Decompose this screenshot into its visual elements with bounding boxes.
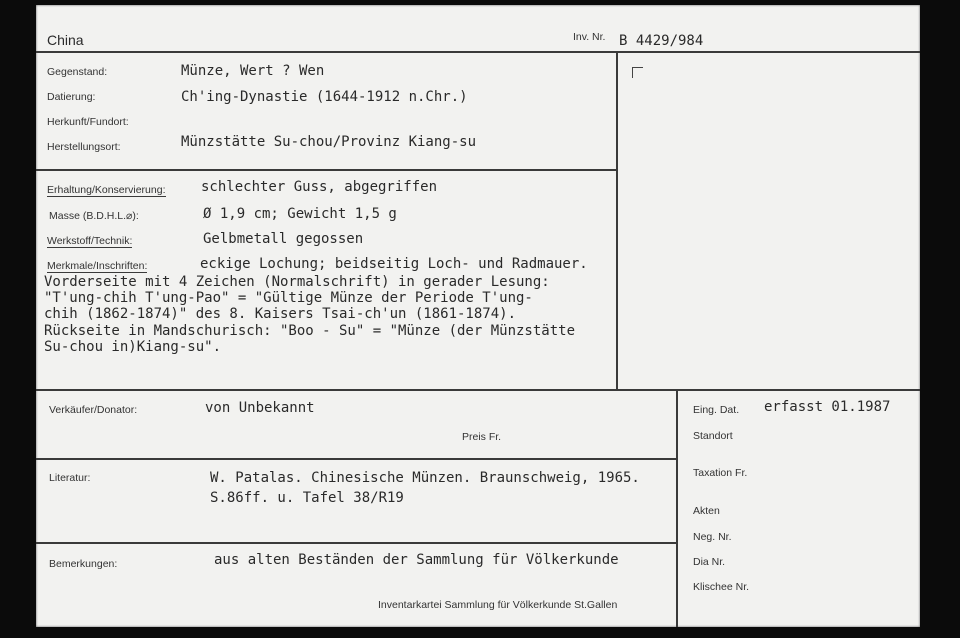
verkaeufer-value: von Unbekannt xyxy=(205,400,315,416)
eing-dat-label: Eing. Dat. xyxy=(693,404,740,416)
herstellungsort-label: Herstellungsort: xyxy=(47,141,121,153)
werkstoff-value: Gelbmetall gegossen xyxy=(203,231,364,247)
verkaeufer-label: Verkäufer/Donator: xyxy=(49,404,138,416)
section4-divider xyxy=(36,542,678,544)
dia-nr-label: Dia Nr. xyxy=(693,556,726,568)
taxation-label: Taxation Fr. xyxy=(693,467,748,479)
upper-lower-divider xyxy=(36,389,920,391)
datierung-value: Ch'ing-Dynastie (1644-1912 n.Chr.) xyxy=(181,89,468,105)
corner-mark-icon xyxy=(632,67,643,78)
merkmale-label: Merkmale/Inschriften: xyxy=(47,260,148,272)
lower-column-divider xyxy=(676,389,678,627)
header-divider xyxy=(36,51,920,53)
card-footer: Inventarkartei Sammlung für Völkerkunde St.Gallen xyxy=(378,599,618,611)
neg-nr-label: Neg. Nr. xyxy=(693,531,732,543)
inv-nr-label: Inv. Nr. xyxy=(573,31,606,43)
gegenstand-value: Münze, Wert ? Wen xyxy=(181,63,325,79)
masse-value: Ø 1,9 cm; Gewicht 1,5 g xyxy=(203,206,397,222)
inv-nr-value: B 4429/984 xyxy=(619,33,704,49)
bemerkungen-label: Bemerkungen: xyxy=(49,558,118,570)
preis-label: Preis Fr. xyxy=(462,431,502,443)
literatur-line-1: W. Patalas. Chinesische Münzen. Braunschweig, 1965. xyxy=(210,470,640,486)
gegenstand-label: Gegenstand: xyxy=(47,66,108,78)
eing-dat-value: erfasst 01.1987 xyxy=(764,399,891,415)
werkstoff-label: Werkstoff/Technik: xyxy=(47,235,133,247)
akten-label: Akten xyxy=(693,505,720,517)
masse-label: Masse (B.D.H.L.⌀): xyxy=(49,210,139,222)
bemerkungen-value: aus alten Beständen der Sammlung für Völkerkunde xyxy=(214,552,619,568)
merkmale-first-line: eckige Lochung; beidseitig Loch- und Radmauer. xyxy=(200,256,588,272)
herstellungsort-value: Münzstätte Su-chou/Provinz Kiang-su xyxy=(181,134,477,150)
datierung-label: Datierung: xyxy=(47,91,96,103)
erhaltung-label: Erhaltung/Konservierung: xyxy=(47,184,166,196)
section1-divider xyxy=(36,169,618,171)
literatur-line-2: S.86ff. u. Tafel 38/R19 xyxy=(210,490,404,506)
upper-column-divider xyxy=(616,51,618,391)
klischee-nr-label: Klischee Nr. xyxy=(693,581,750,593)
literatur-label: Literatur: xyxy=(49,472,91,484)
erhaltung-value: schlechter Guss, abgegriffen xyxy=(201,179,438,195)
standort-label: Standort xyxy=(693,430,733,442)
merkmale-text: Vorderseite mit 4 Zeichen (Normalschrift) in gerader Lesung: "T'ung-chih T'ung-Pao" = "Gültige Münze der Periode T'ung- chih (1862-1874)" des 8. Kaisers Tsai-ch'un (1861-1874). Rückseite in Mandschurisch: "Boo - Su" = "Münze (der Münzstätte Su-chou in)Kiang-su". xyxy=(44,274,576,355)
country-heading: China xyxy=(47,32,84,48)
section3-divider xyxy=(36,458,678,460)
herkunft-label: Herkunft/Fundort: xyxy=(47,116,129,128)
